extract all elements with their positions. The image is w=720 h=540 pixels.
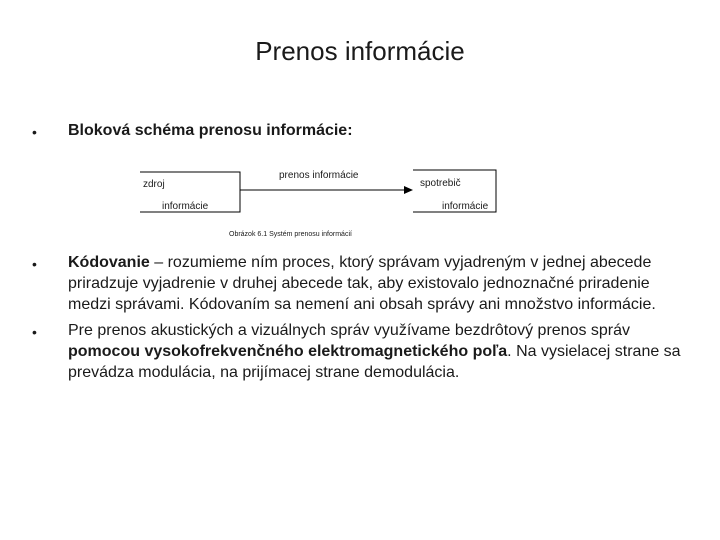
bullet-kodovanie [68, 252, 688, 315]
prenos-bold-phrase: pomocou vysokofrekvenčného elektromagnetického poľa [68, 343, 508, 360]
figure-caption: Obrázok 6.1 Systém prenosu informácií [229, 231, 352, 238]
bullet-marker: • [32, 124, 37, 140]
prenos-line-3: prevádza modulácia, na prijímacej strane demodulácia. [68, 364, 460, 381]
slide-title: Prenos informácie [255, 36, 465, 66]
kodovanie-line-2: priradzuje vyjadrenie v druhej abecede tak, aby existovalo jednoznačné priradenie [68, 275, 650, 292]
prenos-line-1: Pre prenos akustických a vizuálnych správ využívame bezdrôtový prenos správ [68, 322, 631, 339]
kodovanie-definition-start: – rozumieme ním proces, ktorý správam vyjadreným v jednej abecede [149, 254, 652, 271]
channel-label: prenos informácie [279, 170, 359, 181]
kodovanie-term: Kódovanie [68, 254, 150, 271]
kodovanie-line-1 [68, 252, 688, 273]
sink-label-line2: informácie [442, 201, 489, 212]
source-label-line1: zdroj [143, 179, 165, 190]
bullet-marker: • [32, 324, 37, 340]
prenos-line-2-rest: . Na vysielacej strane sa [507, 343, 681, 360]
source-label-line2: informácie [162, 201, 209, 212]
bullet-block-diagram-heading: Bloková schéma prenosu informácie: [68, 122, 353, 139]
channel-arrow-head [404, 186, 413, 194]
bullet-prenos [68, 320, 688, 383]
kodovanie-line-3: medzi správami. Kódovaním sa nemení ani obsah správy ani množstvo informácie. [68, 296, 656, 313]
bullet-marker: • [32, 256, 37, 272]
sink-label-line1: spotrebič [420, 178, 461, 189]
prenos-line-2 [68, 341, 688, 362]
